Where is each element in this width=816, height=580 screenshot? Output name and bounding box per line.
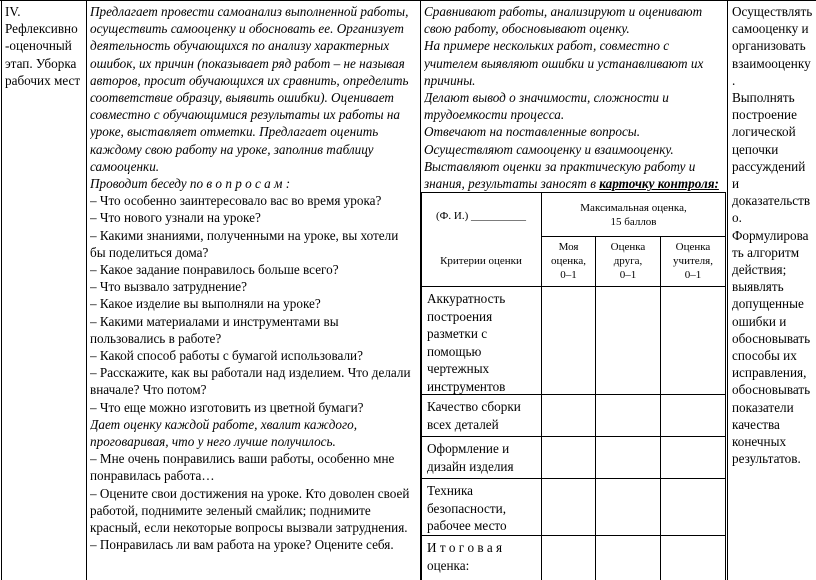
self-score-header (541, 240, 596, 282)
student-line (424, 175, 727, 192)
column-divider-3 (727, 0, 728, 580)
teacher-line: – Какое задание понравилось больше всего? (90, 262, 339, 278)
skill-line: результатов. (732, 451, 801, 467)
criterion-design (427, 440, 535, 475)
card-row-divider (421, 535, 726, 536)
teacher-line: ошибок, их причин (показывает ряд работ – не называя (90, 55, 405, 71)
skill-line: и (732, 176, 740, 192)
card-row-divider (421, 436, 726, 437)
teacher-score-header (660, 240, 726, 282)
teacher-line: бы поделиться дома? (90, 244, 209, 260)
skill-line: качества (732, 416, 780, 432)
card-header-divider (541, 236, 726, 237)
teacher-line: совместно с обучающимися результаты их работы на (90, 107, 400, 123)
student-line: учителем выявляют ошибки и устанавливают их (424, 55, 704, 71)
skills-column (732, 3, 814, 467)
stage-line: -оценочный (5, 38, 72, 54)
criterion-line: рабочее место (427, 518, 507, 534)
teacher-line: соответствие образцу, выявить ошибки). Оценивает (90, 90, 394, 106)
header-line: 0–1 (560, 269, 577, 281)
skill-line: взаимооценку (732, 55, 811, 71)
stage-line: рабочих мест (5, 72, 81, 88)
skill-line: исправления, (732, 365, 807, 381)
skill-line: выявлять (732, 279, 784, 295)
teacher-line: вначале? Что потом? (90, 382, 207, 398)
teacher-line: – Что нового узнали на уроке? (90, 210, 261, 226)
skill-line: . (732, 72, 736, 88)
teacher-line: Дает оценку каждой работе, хвалит каждого, (90, 416, 358, 432)
student-activity-column (424, 3, 727, 192)
student-line: Отвечают на поставленные вопросы. (424, 124, 641, 140)
header-line: учителя, (673, 255, 713, 267)
skill-line: Выполнять (732, 90, 795, 106)
skill-line: организовать (732, 38, 806, 54)
skill-line: допущенные (732, 296, 804, 312)
header-line: оценка, (551, 255, 586, 267)
student-line: Осуществляют самооценку и взаимооценку. (424, 141, 674, 157)
criterion-total (427, 539, 535, 574)
criterion-line: дизайн изделия (427, 458, 514, 474)
stage-column (5, 3, 87, 89)
criterion-line: И т о г о в а я (427, 540, 503, 555)
teacher-line: – Что особенно заинтересовало вас во время урока? (90, 193, 382, 209)
criterion-line: Техника (427, 483, 474, 498)
criterion-line: разметки с (427, 326, 488, 342)
skill-line: ть алгоритм (732, 244, 800, 260)
header-line: 0–1 (619, 269, 637, 281)
card-divider-1 (595, 236, 596, 580)
control-card-label: карточку контроля: (599, 176, 719, 192)
stage-line: Рефлексивно (5, 21, 78, 37)
name-field: (Ф. И.) __________ (436, 210, 526, 222)
skill-line: Осуществлять (732, 4, 813, 19)
skill-line: Формулирова (732, 227, 809, 243)
card-border-top (421, 192, 726, 193)
student-line: Сравнивают работы, анализируют и оценивают (424, 4, 703, 19)
skill-line: о. (732, 210, 742, 226)
stage-line: IV. (5, 4, 21, 19)
teacher-line: – Какой способ работы с бумагой использовали? (90, 348, 363, 364)
header-line: Оценка (610, 241, 646, 253)
teacher-line: осуществить самооценку и обосновать ее. Организует (90, 21, 404, 37)
student-line: причины. (424, 72, 476, 88)
skill-line: логической (732, 124, 796, 140)
teacher-line: – Понравилась ли вам работа на уроке? Оцените себя. (90, 537, 394, 553)
student-line: На примере нескольких работ, совместно с (424, 38, 670, 54)
max-score-header (541, 201, 726, 229)
student-line: трудоемкости процесса. (424, 107, 565, 123)
skill-line: рассуждений (732, 158, 806, 174)
card-row-divider (421, 286, 726, 287)
skill-line: построение (732, 107, 797, 123)
teacher-line: пользовались в работе? (90, 330, 222, 346)
header-line: друга, (613, 255, 643, 267)
skill-line: ошибки и (732, 313, 787, 329)
header-line: Моя (558, 241, 579, 253)
teacher-line: – Какими материалами и инструментами вы (90, 313, 339, 329)
card-row-divider (421, 478, 726, 479)
skill-line: действия; (732, 262, 787, 278)
teacher-line: работой, поднимите зеленый смайлик; поднимите (90, 502, 371, 518)
teacher-line: – Что вызвало затруднение? (90, 279, 247, 295)
teacher-line: – Какими знаниями, полученными на уроке, вы хотели (90, 227, 399, 243)
criteria-header: Критерии оценки (440, 255, 522, 267)
teacher-line: Предлагает провести самоанализ выполненной работы, (90, 4, 409, 19)
criterion-line: Качество сборки (427, 399, 521, 414)
skill-line: доказательств (732, 193, 811, 209)
criterion-safety (427, 482, 535, 535)
criterion-line: безопасности, (427, 500, 506, 516)
table-border-left (1, 0, 2, 580)
criterion-accuracy (427, 290, 535, 396)
teacher-line: понравилась работа… (90, 468, 215, 484)
teacher-line: деятельность обучающихся по анализу характерных (90, 38, 390, 54)
criterion-line: Оформление и (427, 441, 510, 456)
criterion-line: инструментов (427, 378, 506, 394)
teacher-line: красный, если некоторые вопросы вызвали затруднения. (90, 520, 408, 536)
teacher-activity-column (90, 3, 415, 554)
teacher-line: Проводит беседу по в о п р о с а м : (90, 176, 291, 192)
teacher-line: – Мне очень понравились ваши работы, особенно мне (90, 451, 395, 467)
teacher-line: – Расскажите, как вы работали над изделием. Что делали (90, 365, 411, 381)
student-line: Делают вывод о значимости, сложности и (424, 90, 669, 106)
skill-line: обосновывать (732, 330, 811, 346)
criterion-line: оценка: (427, 557, 470, 573)
teacher-line: авторов, просит обучающихся их сравнить, определить (90, 72, 409, 88)
skill-line: способы их (732, 348, 797, 364)
student-line: Выставляют оценки за практическую работу и (424, 158, 696, 174)
skill-line: конечных (732, 434, 787, 450)
teacher-line: уроке, выставляет отметки. Предлагает оценить (90, 124, 379, 140)
student-line-text: знания, результаты заносят в (424, 176, 600, 192)
table-border-top (0, 0, 816, 1)
card-border-left (421, 192, 422, 580)
student-line: свою работу, обосновывают оценку. (424, 21, 630, 37)
header-line: Оценка (675, 241, 711, 253)
teacher-line: самооценки. (90, 158, 160, 174)
card-divider-2 (660, 236, 661, 580)
teacher-line: каждому свою работу на уроке, заполнив таблицу (90, 141, 374, 157)
max-score-line: 15 баллов (610, 216, 657, 228)
skill-line: показатели (732, 399, 794, 415)
criterion-assembly (427, 398, 535, 433)
criterion-line: всех деталей (427, 416, 499, 432)
peer-score-header (595, 240, 661, 282)
teacher-line: – Какое изделие вы выполняли на уроке? (90, 296, 321, 312)
criterion-line: построения (427, 308, 493, 324)
stage-line: этап. Уборка (5, 55, 77, 71)
teacher-line: – Оцените свои достижения на уроке. Кто доволен своей (90, 485, 410, 501)
skill-line: обосновывать (732, 382, 811, 398)
max-score-line: Максимальная оценка, (580, 202, 687, 214)
teacher-line: – Что еще можно изготовить из цветной бумаги? (90, 399, 364, 415)
criterion-line: помощью (427, 343, 482, 359)
criterion-line: Аккуратность (427, 291, 506, 306)
skill-line: цепочки (732, 141, 779, 157)
criterion-line: чертежных (427, 361, 490, 377)
skill-line: самооценку и (732, 21, 809, 37)
control-card-table (421, 192, 726, 580)
header-line: 0–1 (684, 269, 702, 281)
teacher-line: проговаривая, что у него лучше получилось. (90, 434, 336, 450)
